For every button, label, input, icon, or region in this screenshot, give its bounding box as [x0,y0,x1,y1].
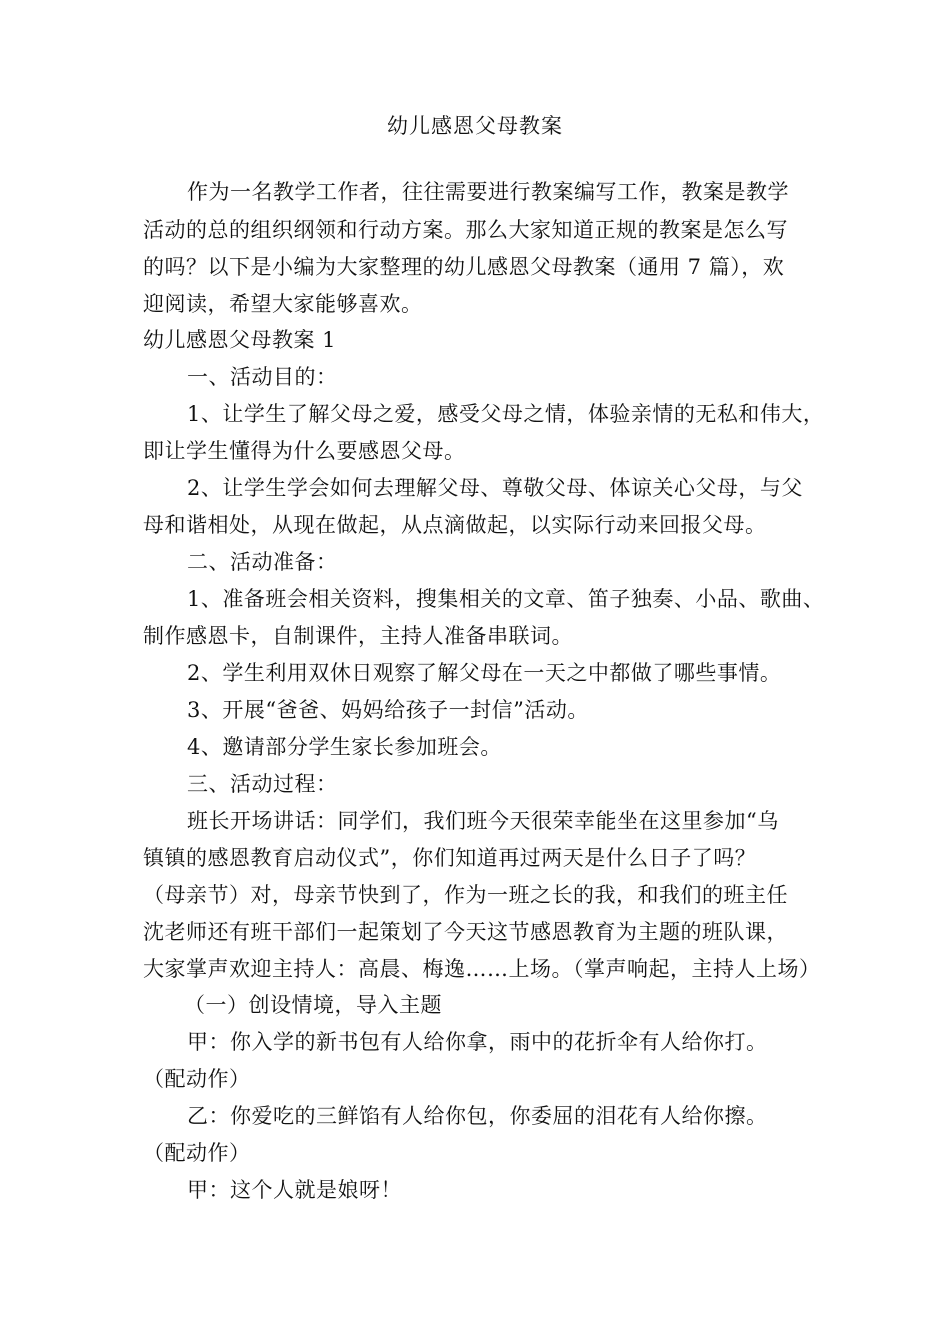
paragraph-line: 1、准备班会相关资料，搜集相关的文章、笛子独奏、小品、歌曲、 [187,587,825,611]
paragraph-line: 2、学生利用双休日观察了解父母在一天之中都做了哪些事情。 [187,661,782,685]
paragraph-line: 迎阅读，希望大家能够喜欢。 [143,292,423,316]
paragraph-line: 1、让学生了解父母之爱，感受父母之情，体验亲情的无私和伟大， [187,402,825,426]
document-title: 幼儿感恩父母教案 [387,114,563,138]
paragraph-line: 活动的总的组织纲领和行动方案。那么大家知道正规的教案是怎么写 [143,218,788,242]
subsection-heading: （一）创设情境，导入主题 [184,993,442,1017]
paragraph-line: （配动作） [143,1141,251,1165]
section-heading: 三、活动过程： [187,772,338,796]
section-heading: 一、活动目的： [187,365,338,389]
paragraph-line: 大家掌声欢迎主持人：高晨、梅逸……上场。（掌声响起，主持人上场） [143,957,821,981]
paragraph-line: 作为一名教学工作者，往往需要进行教案编写工作，教案是教学 [187,180,789,204]
paragraph-line: 甲：你入学的新书包有人给你拿，雨中的花折伞有人给你打。 [187,1030,768,1054]
paragraph-line: 2、让学生学会如何去理解父母、尊敬父母、体谅关心父母，与父 [187,476,803,500]
paragraph-line: 的吗？以下是小编为大家整理的幼儿感恩父母教案（通用 7 篇），欢 [143,255,785,279]
paragraph-line: 制作感恩卡，自制课件，主持人准备串联词。 [143,624,573,648]
paragraph-line: （母亲节）对，母亲节快到了，作为一班之长的我，和我们的班主任 [143,883,788,907]
section-heading: 幼儿感恩父母教案 1 [143,328,337,352]
paragraph-line: 即让学生懂得为什么要感恩父母。 [143,439,466,463]
paragraph-line: 乙：你爱吃的三鲜馅有人给你包，你委屈的泪花有人给你擦。 [187,1104,768,1128]
paragraph-line: 班长开场讲话：同学们，我们班今天很荣幸能坐在这里参加“乌 [187,809,779,833]
paragraph-line: 4、邀请部分学生家长参加班会。 [187,735,502,759]
paragraph-line: （配动作） [143,1067,251,1091]
paragraph-line: 沈老师还有班干部们一起策划了今天这节感恩教育为主题的班队课， [143,920,788,944]
paragraph-line: 甲：这个人就是娘呀！ [187,1178,402,1202]
section-heading: 二、活动准备： [187,550,338,574]
paragraph-line: 3、开展“爸爸、妈妈给孩子一封信”活动。 [187,698,589,722]
paragraph-line: 镇镇的感恩教育启动仪式”，你们知道再过两天是什么日子了吗？ [143,846,757,870]
paragraph-line: 母和谐相处，从现在做起，从点滴做起，以实际行动来回报父母。 [143,513,767,537]
